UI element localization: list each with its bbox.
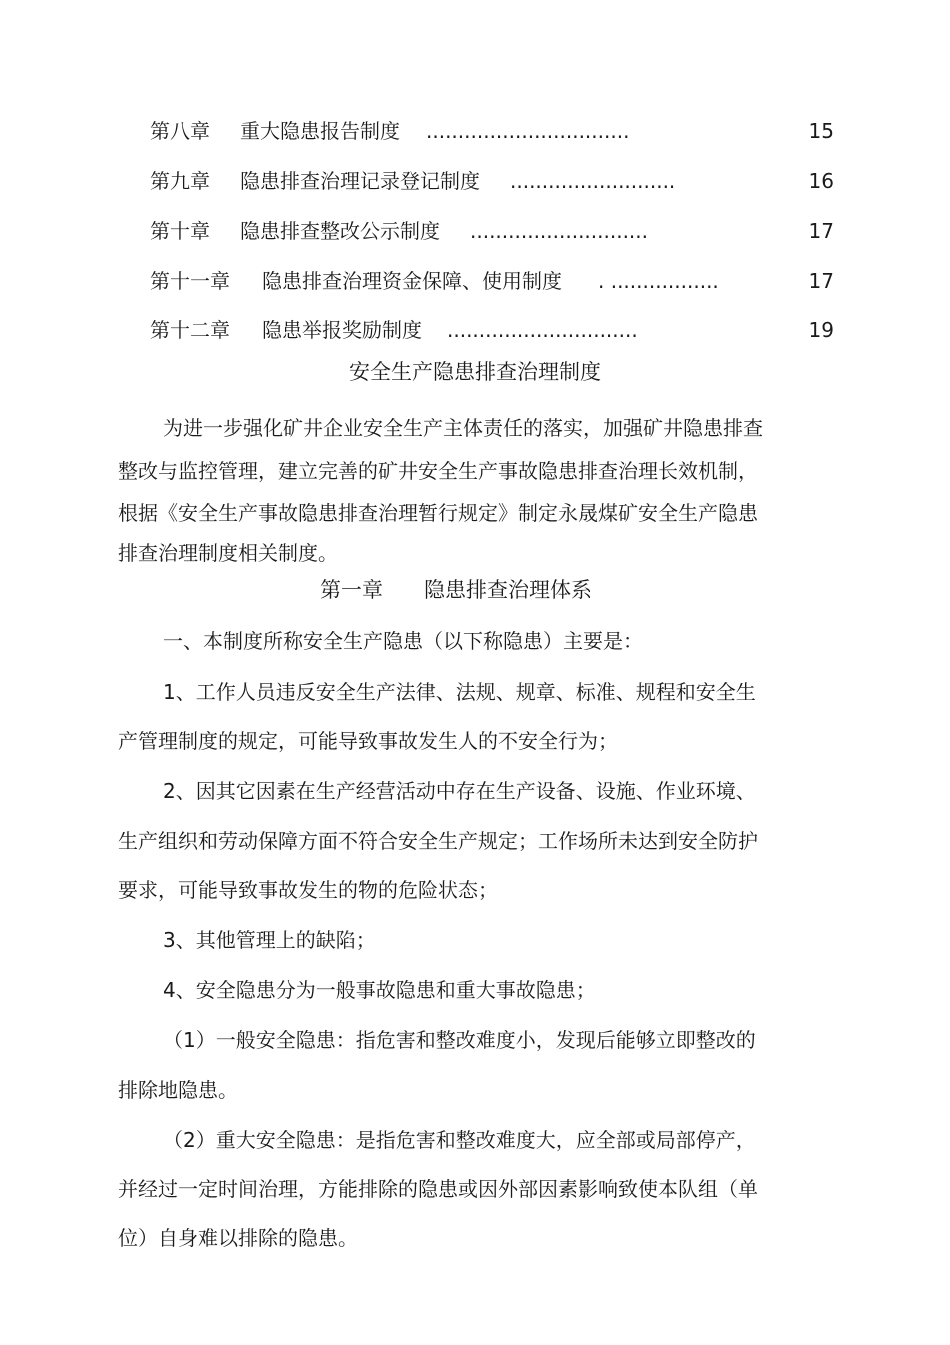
intro-line: 整改与监控管理，建立完善的矿井安全生产事故隐患排查治理长效机制， [118,459,758,483]
toc-entry[interactable] [0,165,950,197]
body-line: 一、本制度所称安全生产隐患（以下称隐患）主要是： [163,629,643,653]
toc-title: 隐患举报奖励制度 [262,318,422,342]
chapter-title: 隐患排查治理体系 [424,578,592,602]
body-line: 2、因其它因素在生产经营活动中存在生产设备、设施、作业环境、 [163,779,756,803]
toc-title: 隐患排查整改公示制度 [240,219,440,243]
body-line: 生产组织和劳动保障方面不符合安全生产规定；工作场所未达到安全防护 [118,829,758,853]
toc-entry[interactable] [0,314,950,346]
toc-dots: . ................. [598,269,719,293]
toc-chapter: 第十章 [150,219,210,243]
body-line: 3、其他管理上的缺陷； [163,928,376,952]
document-title: 安全生产隐患排查治理制度 [349,360,601,384]
body-line: （1）一般安全隐患：指危害和整改难度小，发现后能够立即整改的 [163,1028,756,1052]
body-line: 产管理制度的规定，可能导致事故发生人的不安全行为； [118,729,618,753]
toc-dots: ............................ [470,219,649,243]
toc-dots: ................................ [426,119,630,143]
toc-page: 17 [808,269,834,293]
toc-dots: .......................... [510,169,676,193]
toc-page: 15 [808,119,834,143]
body-line: （2）重大安全隐患：是指危害和整改难度大，应全部或局部停产， [163,1128,756,1152]
toc-entry[interactable] [0,115,950,147]
body-line: 位）自身难以排除的隐患。 [118,1226,358,1250]
toc-entry[interactable] [0,265,950,297]
toc-title: 隐患排查治理记录登记制度 [240,169,480,193]
toc-dots: .............................. [447,318,638,342]
intro-line: 为进一步强化矿井企业安全生产主体责任的落实，加强矿井隐患排查 [163,416,763,440]
body-line: 并经过一定时间治理，方能排除的隐患或因外部因素影响致使本队组（单 [118,1177,758,1201]
body-line: 4、安全隐患分为一般事故隐患和重大事故隐患； [163,978,596,1002]
toc-chapter: 第十二章 [150,318,230,342]
toc-chapter: 第九章 [150,169,210,193]
chapter-number: 第一章 [320,578,383,602]
toc-page: 19 [808,318,834,342]
toc-chapter: 第八章 [150,119,210,143]
body-line: 排除地隐患。 [118,1078,238,1102]
toc-page: 16 [808,169,834,193]
intro-line: 排查治理制度相关制度。 [118,541,338,565]
toc-chapter: 第十一章 [150,269,230,293]
toc-title: 隐患排查治理资金保障、使用制度 [262,269,562,293]
body-line: 1、工作人员违反安全生产法律、法规、规章、标准、规程和安全生 [163,680,756,704]
intro-line: 根据《安全生产事故隐患排查治理暂行规定》制定永晟煤矿安全生产隐患 [118,501,758,525]
toc-page: 17 [808,219,834,243]
toc-title: 重大隐患报告制度 [240,119,400,143]
body-line: 要求，可能导致事故发生的物的危险状态； [118,878,498,902]
toc-entry[interactable] [0,215,950,247]
